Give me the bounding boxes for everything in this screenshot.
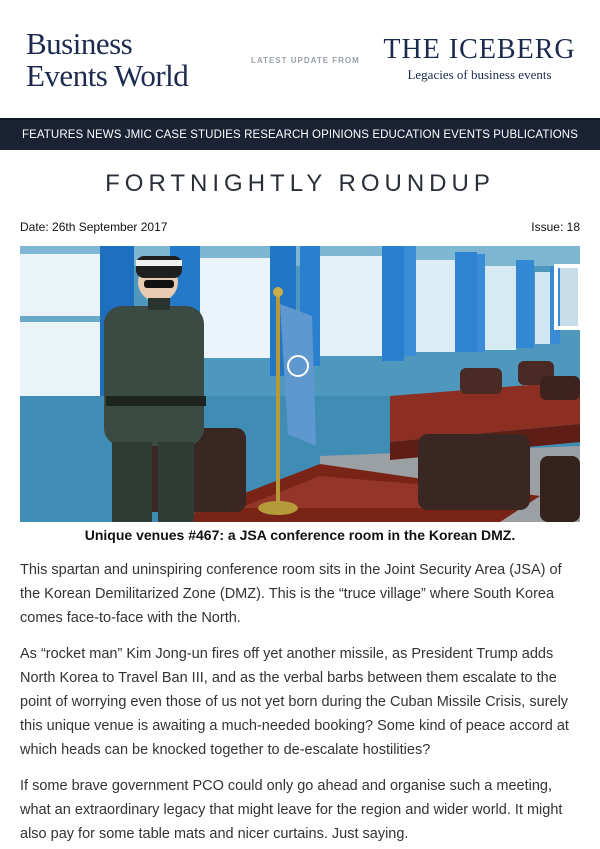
nav-opinions[interactable]: OPINIONS [312, 129, 370, 141]
issue-number: Issue: 18 [531, 220, 580, 234]
logo-line-1: Business [26, 26, 133, 61]
article-paragraph-3: If some brave government PCO could only go ahead and organise such a meeting, what an extraordinary legacy that might leave for the region and wider world. It might also pay for some table mats and nicer curtains. Just saying. [20, 778, 563, 842]
article-body [20, 558, 582, 849]
issue-date: Date: 26th September 2017 [20, 220, 168, 234]
nav-publications[interactable]: PUBLICATIONS [493, 129, 578, 141]
the-iceberg-logo[interactable] [382, 34, 577, 83]
nav-jmic-case-studies[interactable]: JMIC CASE STUDIES [124, 129, 241, 141]
site-header [0, 0, 600, 118]
nav-education[interactable]: EDUCATION [372, 129, 441, 141]
section-title: FORTNIGHTLY ROUNDUP [105, 170, 495, 197]
photo-caption: Unique venues #467: a JSA conference room in the Korean DMZ. [84, 527, 516, 543]
iceberg-title: THE ICEBERG [383, 34, 576, 65]
article-photo [20, 246, 580, 522]
business-events-world-logo[interactable] [26, 28, 188, 92]
main-nav [0, 118, 600, 150]
article-paragraph-2: As “rocket man” Kim Jong-un fires off yet another missile, as President Trump adds North Korea to Travel Ban III, and as the verbal barbs between them escalate to the point of worrying even those of us not yet born during the Cuban Missile Crisis, surely this unique venue is awaiting a much-needed booking? Some kind of peace accord at which heads can be knocked together to de-escalate hostilities? [20, 646, 569, 758]
nav-news[interactable]: NEWS [86, 129, 122, 141]
nav-features[interactable]: FEATURES [22, 129, 84, 141]
latest-update-label: LATEST UPDATE FROM [251, 56, 360, 65]
iceberg-tagline: Legacies of business events [407, 67, 552, 82]
article-paragraph-1: This spartan and uninspiring conference room sits in the Joint Security Area (JSA) of the Korean Demilitarized Zone (DMZ). This is the “truce village” where South Korea comes face-to-face with the North. [20, 562, 562, 626]
issue-meta [20, 220, 580, 236]
nav-events[interactable]: EVENTS [443, 129, 491, 141]
nav-research[interactable]: RESEARCH [244, 129, 309, 141]
logo-line-2: Events World [26, 58, 189, 93]
